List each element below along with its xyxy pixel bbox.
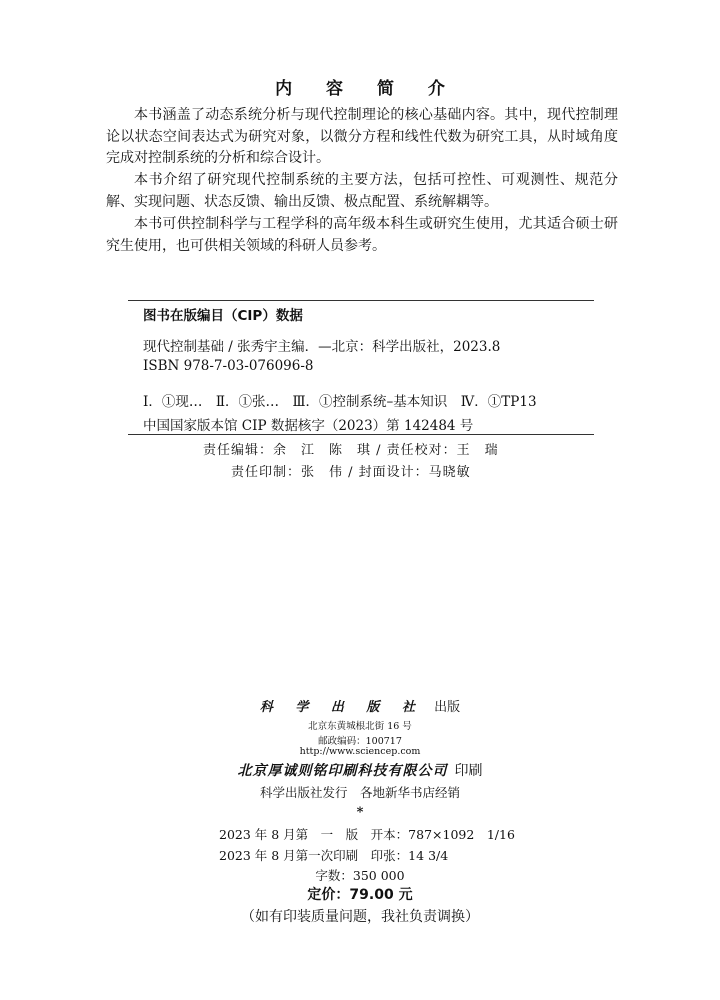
cip-isbn-line: ISBN 978-7-03-076096-8	[143, 358, 314, 374]
cip-heading: 图书在版编目（CIP）数据	[143, 308, 303, 324]
printer-line	[0, 760, 720, 780]
quality-notice: （如有印装质量问题，我社负责调换）	[241, 909, 479, 925]
publisher-name: 科 学 出 版 社	[259, 700, 424, 715]
publisher-suffix: 出版	[434, 700, 461, 715]
separator-star: *	[356, 805, 364, 820]
intro-paragraph-3: 本书可供控制科学与工程学科的高年级本科生或研究生使用，尤其适合硕士研究生使用，也可供相关领域的科研人员参考。	[106, 216, 618, 254]
page-title: 内 容 简 介	[275, 79, 459, 99]
intro-paragraph-2: 本书介绍了研究现代控制系统的主要方法，包括可控性、可观测性、规范分解、实现问题、状态反馈、输出反馈、极点配置、系统解耦等。	[106, 172, 618, 210]
cip-classification-line: Ⅰ．①现… Ⅱ．①张… Ⅲ．①控制系统–基本知识 Ⅳ．①TP13	[143, 394, 537, 410]
distribution-line: 科学出版社发行 各地新华书店经销	[259, 785, 460, 800]
cip-top-rule	[128, 300, 594, 301]
cip-bottom-rule	[128, 434, 594, 435]
publisher-line	[0, 696, 720, 715]
edition-line-3: 字数：350 000	[315, 868, 405, 883]
printer-name: 北京厚诚则铭印刷科技有限公司	[237, 763, 448, 779]
printer-suffix: 印刷	[454, 763, 483, 779]
edition-line-2: 2023 年 8 月第一次印刷 印张：14 3/4	[219, 848, 449, 863]
editors-line-1: 责任编辑：余 江 陈 琪 / 责任校对：王 瑞	[203, 443, 499, 458]
edition-line-1: 2023 年 8 月第 一 版 开本：787×1092 1/16	[219, 827, 515, 842]
editors-line-2: 责任印制：张 伟 / 封面设计：马晓敏	[231, 465, 471, 480]
cip-title-line: 现代控制基础 / 张秀宇主编．—北京：科学出版社，2023.8	[143, 339, 501, 355]
cip-catalog-number: 中国国家版本馆 CIP 数据核字（2023）第 142484 号	[143, 418, 474, 434]
publisher-url: http://www.sciencep.com	[299, 746, 421, 757]
price: 定价：79.00 元	[307, 887, 413, 903]
publisher-address: 北京东黄城根北街 16 号	[308, 721, 412, 732]
publisher-postcode: 邮政编码：100717	[318, 736, 402, 747]
intro-paragraph-1: 本书涵盖了动态系统分析与现代控制理论的核心基础内容。其中，现代控制理论以状态空间表达式为研究对象，以微分方程和线性代数为研究工具，从时域角度完成对控制系统的分析和综合设计。	[106, 107, 618, 166]
